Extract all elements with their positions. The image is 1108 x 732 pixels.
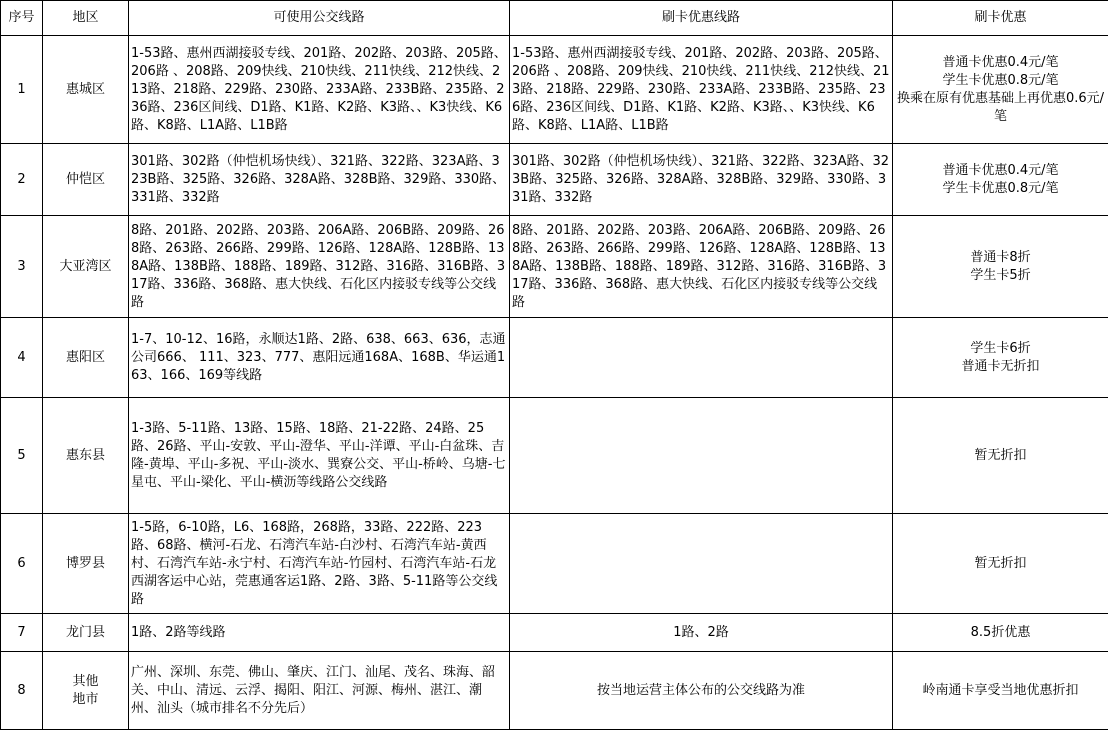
cell-discount: 普通卡优惠0.4元/笔 学生卡优惠0.8元/笔 换乘在原有优惠基础上再优惠0.6元/笔 <box>893 36 1108 144</box>
cell-discount-routes: 按当地运营主体公布的公交线路为准 <box>510 652 893 730</box>
header-discount-routes: 刷卡优惠线路 <box>510 1 893 36</box>
table-row <box>1 514 1108 614</box>
cell-discount-routes: 301路、302路（仲恺机场快线）、321路、322路、323A路、323B路、325路、326路、328A路、328B路、329路、330路、331路、332路 <box>510 144 893 216</box>
cell-discount: 暂无折扣 <box>893 514 1108 614</box>
table-row <box>1 398 1108 514</box>
cell-region: 龙门县 <box>43 614 129 652</box>
cell-routes: 1-3路、5-11路、13路、15路、18路、21-22路、24路、25路、26路、平山-安敦、平山-澄华、平山-洋谭、平山-白盆珠、吉隆-黄埠、平山-多祝、平山-淡水、巽寮公交、平山-桥岭、乌塘-七星屯、平山-梁化、平山-横沥等线路公交线路 <box>129 398 510 514</box>
cell-discount-routes <box>510 514 893 614</box>
table-row <box>1 144 1108 216</box>
cell-discount: 普通卡8折 学生卡5折 <box>893 216 1108 318</box>
cell-discount: 岭南通卡享受当地优惠折扣 <box>893 652 1108 730</box>
cell-seq: 6 <box>1 514 43 614</box>
cell-routes: 1-5路，6-10路，L6、168路，268路，33路、222路、223路、68路、横河-石龙、石湾汽车站-白沙村、石湾汽车站-黄西村、石湾汽车站-永宁村、石湾汽车站-竹园村、石湾汽车站-石龙西湖客运中心站，莞惠通客运1路、2路、3路、5-11路等公交线路 <box>129 514 510 614</box>
cell-discount: 学生卡6折 普通卡无折扣 <box>893 318 1108 398</box>
cell-discount: 普通卡优惠0.4元/笔 学生卡优惠0.8元/笔 <box>893 144 1108 216</box>
table-row <box>1 36 1108 144</box>
header-discount: 刷卡优惠 <box>893 1 1108 36</box>
cell-routes: 1-7、10-12、16路，永顺达1路、2路、638、663、636，志通公司666、 111、323、777、惠阳远通168A、168B、华运通163、166、169等线路 <box>129 318 510 398</box>
header-routes: 可使用公交线路 <box>129 1 510 36</box>
cell-seq: 7 <box>1 614 43 652</box>
cell-routes: 广州、深圳、东莞、佛山、肇庆、江门、汕尾、茂名、珠海、韶关、中山、清远、云浮、揭阳、阳江、河源、梅州、湛江、潮州、汕头（城市排名不分先后） <box>129 652 510 730</box>
cell-seq: 2 <box>1 144 43 216</box>
cell-seq: 5 <box>1 398 43 514</box>
cell-seq: 3 <box>1 216 43 318</box>
cell-discount-routes: 1路、2路 <box>510 614 893 652</box>
cell-discount: 8.5折优惠 <box>893 614 1108 652</box>
cell-region: 惠城区 <box>43 36 129 144</box>
cell-routes: 301路、302路（仲恺机场快线）、321路、322路、323A路、323B路、325路、326路、328A路、328B路、329路、330路、331路、332路 <box>129 144 510 216</box>
cell-discount-routes: 8路、201路、202路、203路、206A路、206B路、209路、268路、263路、266路、299路、126路、128A路、128B路、138A路、138B路、188路、189路、312路、316路、316B路、317路、336路、368路、惠大快线、石化区内接驳专线等公交线路 <box>510 216 893 318</box>
cell-region: 惠东县 <box>43 398 129 514</box>
cell-region: 仲恺区 <box>43 144 129 216</box>
header-row <box>1 1 1108 36</box>
cell-discount-routes: 1-53路、惠州西湖接驳专线、201路、202路、203路、205路、206路 、208路、209快线、210快线、211快线、212快线、213路、218路、229路、230路、233A路、233B路、235路、236路、236区间线、D1路、K1路、K2路、K3路、、K3快线、K6路、K8路、L1A路、L1B路 <box>510 36 893 144</box>
header-seq: 序号 <box>1 1 43 36</box>
cell-discount-routes <box>510 318 893 398</box>
table-row <box>1 216 1108 318</box>
header-region: 地区 <box>43 1 129 36</box>
cell-routes: 1路、2路等线路 <box>129 614 510 652</box>
cell-discount: 暂无折扣 <box>893 398 1108 514</box>
cell-region: 其他 地市 <box>43 652 129 730</box>
cell-seq: 4 <box>1 318 43 398</box>
cell-seq: 8 <box>1 652 43 730</box>
table-row <box>1 614 1108 652</box>
cell-region: 惠阳区 <box>43 318 129 398</box>
cell-region: 博罗县 <box>43 514 129 614</box>
table-row <box>1 318 1108 398</box>
cell-region: 大亚湾区 <box>43 216 129 318</box>
cell-discount-routes <box>510 398 893 514</box>
cell-routes: 8路、201路、202路、203路、206A路、206B路、209路、268路、263路、266路、299路、126路、128A路、128B路、138A路、138B路、188路、189路、312路、316路、316B路、317路、336路、368路、惠大快线、石化区内接驳专线等公交线路 <box>129 216 510 318</box>
cell-routes: 1-53路、惠州西湖接驳专线、201路、202路、203路、205路、206路 、208路、209快线、210快线、211快线、212快线、213路、218路、229路、230路、233A路、233B路、235路、236路、236区间线、D1路、K1路、K2路、K3路、、K3快线、K6路、K8路、L1A路、L1B路 <box>129 36 510 144</box>
table-row <box>1 652 1108 730</box>
cell-seq: 1 <box>1 36 43 144</box>
